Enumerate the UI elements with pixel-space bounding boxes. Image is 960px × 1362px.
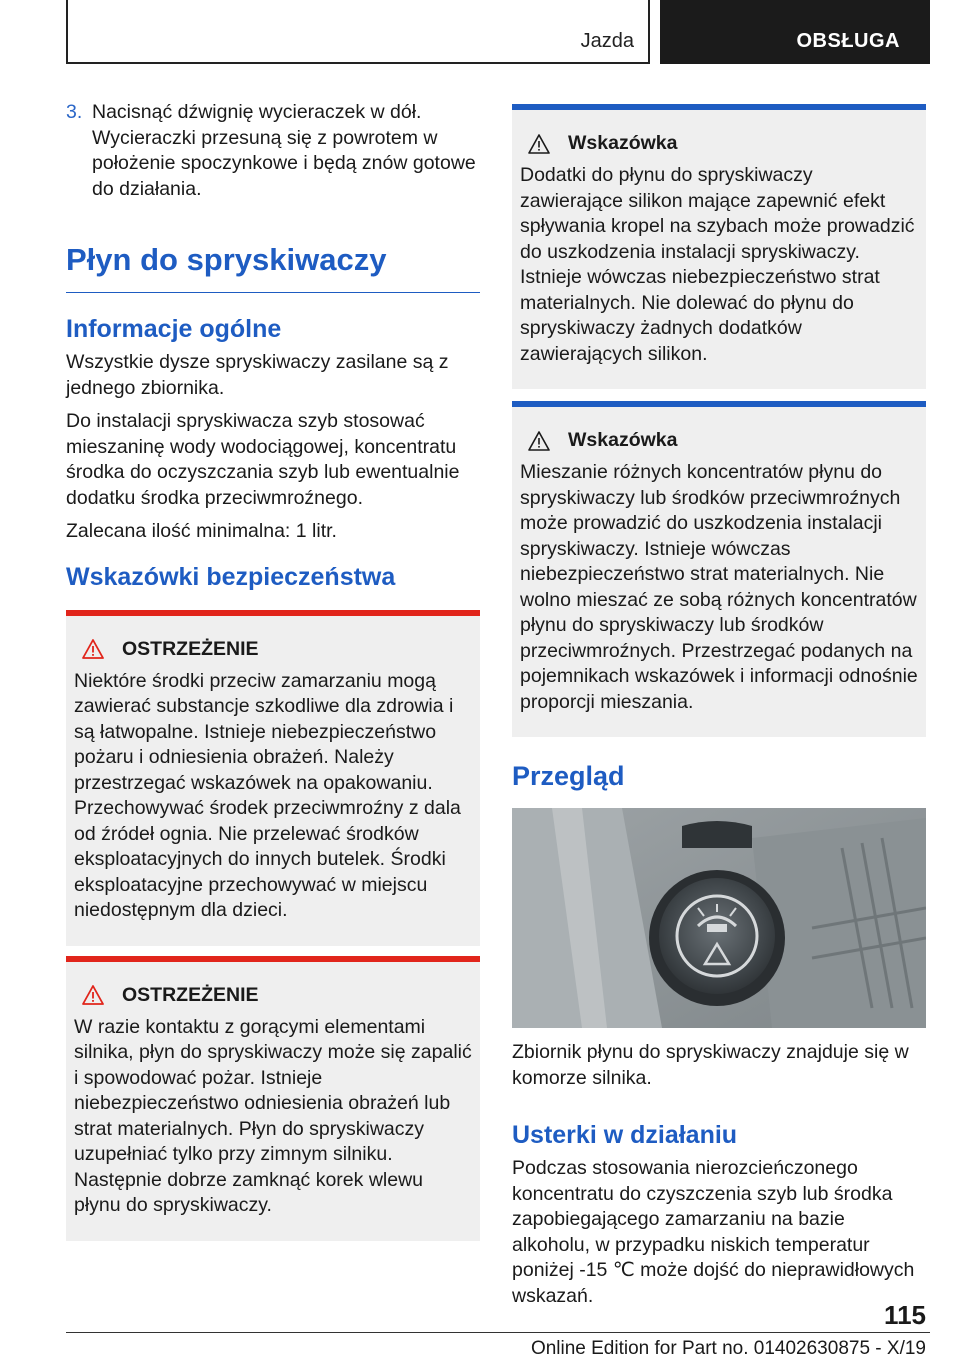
- malfunction-heading: Usterki w działaniu: [512, 1121, 738, 1149]
- note-title: Wskazówka: [568, 132, 678, 154]
- warning-box: [66, 956, 480, 1241]
- note-text: Dodatki do płynu do spryskiwaczy zawierające silikon mające zapewnić efekt spływania kropel na szybach może prowadzić do uszkodzenia instalacji spryskiwaczy. Istnieje wówczas niebezpieczeństwo strat materialnych. Nie dolewać do płynu do spryskiwaczy żadnych dodatków zawierających silikon.: [520, 164, 915, 365]
- right-column: [512, 104, 926, 1309]
- warning-title: OSTRZEŻENIE: [122, 637, 259, 660]
- section-tab: [66, 0, 650, 64]
- warning-title: OSTRZEŻENIE: [122, 983, 259, 1006]
- warning-box: [66, 610, 480, 946]
- footer-divider: [66, 1332, 930, 1333]
- chapter-tab: [660, 0, 930, 64]
- step-number: 3.: [66, 101, 83, 123]
- warning-triangle-icon: [528, 134, 550, 154]
- warning-text: W razie kontaktu z gorącymi elementami silnika, płyn do spryskiwaczy może się zapalić i spowodować pożar. Istnieje niebezpieczeństwo odniesienia obrażeń lub strat materialnych. Płyn do spryskiwaczy uzupełniać tylko przy zimnym silniku. Następnie dobrze zamknąć korek wlewu płynu do spryskiwaczy.: [74, 1015, 472, 1216]
- instruction-step: [66, 100, 480, 202]
- paragraph-minimum: Zalecana ilość minimalna: 1 litr.: [66, 520, 337, 542]
- photo-caption: Zbiornik płynu do spryskiwaczy znajduje się w komorze silnika.: [512, 1041, 909, 1089]
- paragraph-mixture: Do instalacji spryskiwacza szyb stosować mieszaninę wody wodociągowej, koncentratu środka do oczyszczania szyb lub ewentualnie dodatku środka przeciwmroźnego.: [66, 410, 460, 509]
- section-label: Jazda: [580, 30, 634, 52]
- step-text: Nacisnąć dźwignię wycieraczek w dół. Wycieraczki przesuną się z powrotem w położenie spoczynkowe i będą znów gotowe do działania.: [92, 101, 476, 200]
- warning-triangle-icon: [82, 639, 104, 659]
- page-number: 115: [884, 1300, 926, 1330]
- safety-heading: Wskazówki bezpieczeństwa: [66, 562, 396, 591]
- warning-text: Niektóre środki przeciw zamarzaniu mogą zawierać substancje szkodliwe dla zdrowia i są łatwopalne. Istnieje niebezpieczeństwo pożaru i odniesienia obrażeń. Należy przestrzegać wskazówek na opakowaniu. Przechowywać środek przeciwmroźny z dala od źródeł ognia. Nie przelewać środków eksploatacyjnych do innych butelek. Środki eksploatacyjne przechowywać w miejscu niedostępnym dla dzieci.: [74, 669, 461, 921]
- general-info-heading: Informacje ogólne: [66, 315, 282, 343]
- note-box: [512, 401, 926, 737]
- note-text: Mieszanie różnych koncentratów płynu do spryskiwaczy lub środków przeciwmroźnych może prowadzić do uszkodzenia instalacji spryskiwaczy. Istnieje wówczas niebezpieczeństwo strat materialnych. Nie wolno mieszać ze sobą różnych koncentratów płynu do spryskiwaczy lub środków przeciwmroźnych. Przestrzegać podanych na pojemnikach wskazówek i informacji odnośnie proporcji mieszania.: [520, 461, 918, 713]
- page-header: [66, 0, 930, 66]
- page-footer: [66, 1300, 930, 1362]
- note-title: Wskazówka: [568, 429, 678, 451]
- left-column: [66, 100, 480, 1241]
- section-heading: Płyn do spryskiwaczy: [66, 242, 480, 293]
- chapter-label: OBSŁUGA: [796, 30, 900, 52]
- note-box: [512, 104, 926, 389]
- paragraph-tank: Wszystkie dysze spryskiwaczy zasilane są z jednego zbiornika.: [66, 351, 449, 399]
- malfunction-text: Podczas stosowania nierozcieńczonego koncentratu do czyszczenia szyb lub środka zapobiegającego zamarzaniu na bazie alkoholu, w przypadku niskich temperatur poniżej -15 ℃ może dojść do nieprawidłowych wskazań.: [512, 1157, 915, 1307]
- overview-heading: Przegląd: [512, 761, 625, 791]
- edition-note: Online Edition for Part no. 01402630875 - X/19: [530, 1338, 926, 1359]
- warning-triangle-icon: [528, 431, 550, 451]
- washer-reservoir-photo: [512, 808, 926, 1028]
- warning-triangle-icon: [82, 985, 104, 1005]
